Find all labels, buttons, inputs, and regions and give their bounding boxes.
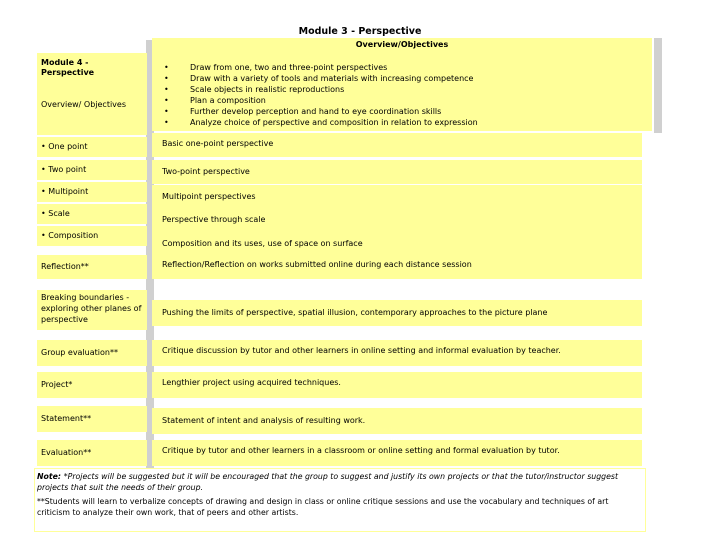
- row-reflection-desc: Reflection/Reflection on works submitted online during each distance session: [152, 255, 642, 279]
- desc-scale: Perspective through scale: [152, 208, 642, 232]
- row-reflection-label: Reflection**: [37, 255, 147, 279]
- row-breaking-desc: Pushing the limits of perspective, spatial illusion, contemporary approaches to the picture plane: [152, 300, 642, 326]
- bullet-composition: • Composition: [37, 226, 147, 246]
- bullet-scale: • Scale: [37, 204, 147, 224]
- objectives-shadow: [654, 38, 662, 133]
- module-label: Module 4 - Perspective: [41, 58, 95, 77]
- objective-item: • Draw from one, two and three-point perspectives: [190, 62, 652, 73]
- objectives-heading: Overview/Objectives: [152, 38, 652, 56]
- desc-two-point: Two-point perspective: [152, 160, 642, 184]
- bullet-multipoint: • Multipoint: [37, 182, 147, 202]
- row-evaluation-desc: Critique by tutor and other learners in a classroom or online setting and formal evaluation by tutor.: [152, 440, 642, 466]
- desc-composition: Composition and its uses, use of space on surface: [152, 232, 642, 256]
- note-prefix: Note:: [37, 472, 64, 481]
- desc-one-point: Basic one-point perspective: [152, 133, 642, 157]
- left-header-cell: [37, 53, 147, 135]
- objective-item: • Draw with a variety of tools and materials with increasing competence: [190, 73, 652, 84]
- row-project-desc: Lengthier project using acquired techniques.: [152, 372, 642, 398]
- bullet-one-point: • One point: [37, 137, 147, 157]
- overview-label: Overview/ Objectives: [41, 100, 127, 109]
- objective-item: • Plan a composition: [190, 95, 652, 106]
- objectives-list: [152, 56, 652, 131]
- note-students: **Students will learn to verbalize concepts of drawing and design in class or online critique sessions and use the vocabulary and techniques of art criticism to analyze their own work, that of peers and other artists.: [37, 497, 609, 517]
- bullet-two-point: • Two point: [37, 160, 147, 180]
- row-breaking-label: Breaking boundaries - exploring other planes of perspective: [37, 290, 147, 330]
- page-title: Module 3 - Perspective: [298, 26, 422, 37]
- note-line1: *Projects will be suggested but it will be encouraged that the group to suggest and justify its own projects or that the tutor/instructor suggest projects that suit the needs of their group.: [37, 472, 619, 492]
- note-box: [34, 468, 646, 532]
- objective-item: • Scale objects in realistic reproductions: [190, 84, 652, 95]
- row-group-eval-label: Group evaluation**: [37, 340, 147, 366]
- row-statement-label: Statement**: [37, 406, 147, 432]
- row-group-eval-desc: Critique discussion by tutor and other learners in online setting and informal evaluation by teacher.: [152, 340, 642, 366]
- row-evaluation-label: Evaluation**: [37, 440, 147, 466]
- row-project-label: Project*: [37, 372, 147, 398]
- objective-item: • Further develop perception and hand to eye coordination skills: [190, 106, 652, 117]
- note-projects: [37, 472, 643, 493]
- objective-item: • Analyze choice of perspective and composition in relation to expression: [190, 117, 652, 128]
- desc-multipoint: Multipoint perspectives: [152, 185, 642, 209]
- row-statement-desc: Statement of intent and analysis of resulting work.: [152, 408, 642, 434]
